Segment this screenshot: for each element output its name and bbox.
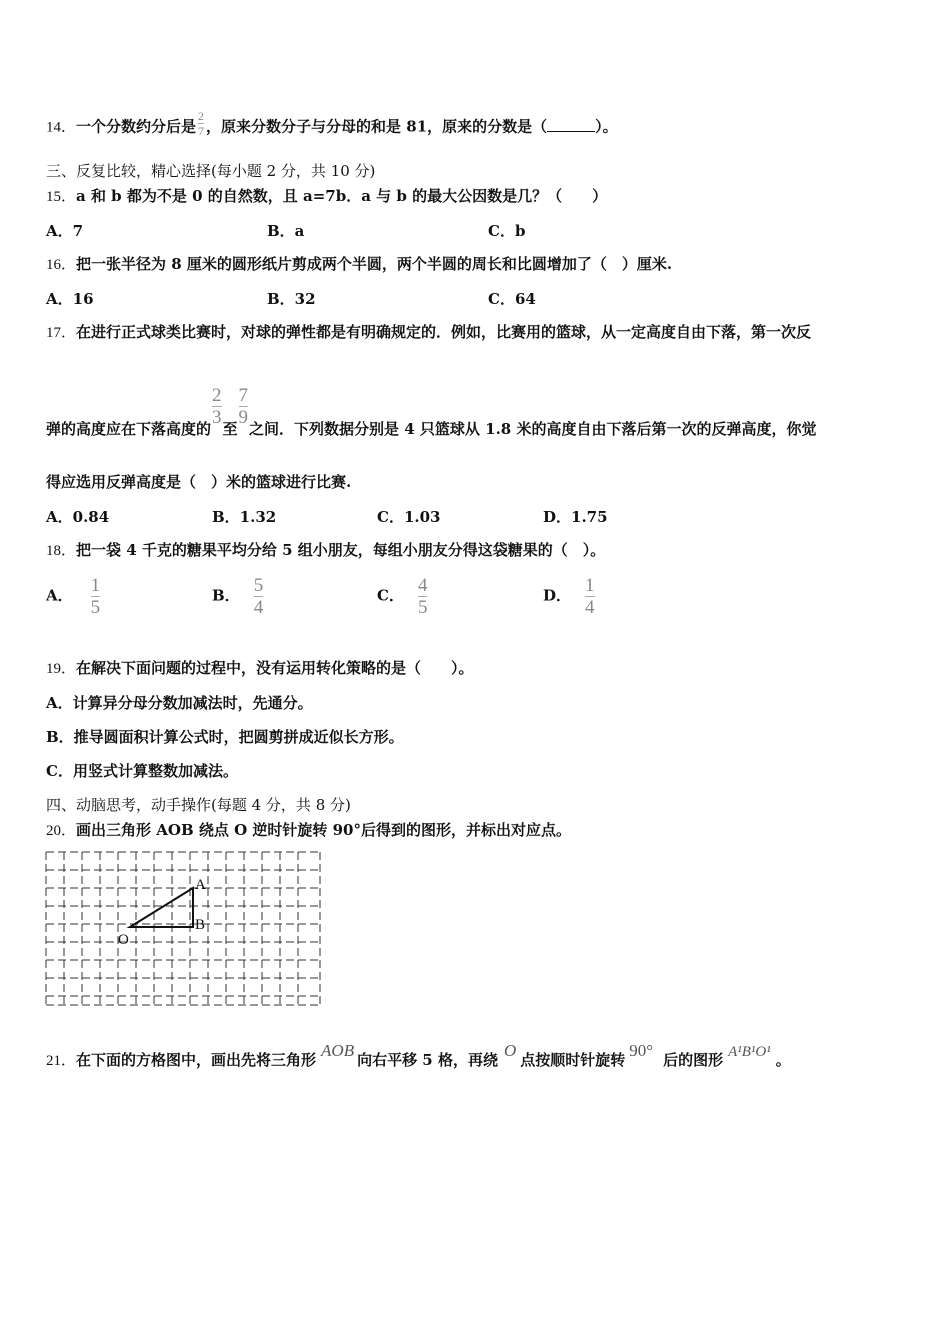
q19-option-b[interactable]: B．推导圆面积计算公式时，把圆剪拼成近似长方形。 bbox=[46, 728, 404, 746]
frac-den: 5 bbox=[417, 597, 428, 618]
q16-text: 把一张半径为 8 厘米的圆形纸片剪成两个半圆，两个半圆的周长和比圆增加了（ ）厘米. bbox=[76, 255, 673, 273]
q17-option-d[interactable]: D．1.75 bbox=[543, 508, 608, 526]
q14-text-a: 一个分数约分后是 bbox=[76, 117, 197, 136]
q14-frac-num: 2 bbox=[198, 109, 205, 123]
q14-frac-den: 7 bbox=[198, 124, 205, 138]
q18-option-b-fraction bbox=[254, 576, 264, 617]
q20-text: 画出三角形 AOB 绕点 O 逆时针旋转 90°后得到的图形，并标出对应点。 bbox=[76, 821, 571, 839]
q15-option-b[interactable]: B．a bbox=[267, 222, 305, 240]
q15-option-a[interactable]: A．7 bbox=[46, 222, 84, 240]
q21-text-d: 后的图形 bbox=[663, 1051, 724, 1069]
q16-option-b[interactable]: B．32 bbox=[267, 290, 316, 308]
section-3-title: 三、反复比较，精心选择(每小题 2 分，共 10 分) bbox=[46, 162, 376, 180]
q17-number: 17． bbox=[46, 325, 77, 341]
q21-math-a1b1o1: A¹B¹O¹ bbox=[728, 1044, 771, 1060]
frac-den: 4 bbox=[253, 597, 264, 618]
q18-option-d[interactable] bbox=[543, 576, 595, 617]
point-b-label: B bbox=[195, 917, 206, 933]
q18-option-c-fraction bbox=[418, 576, 428, 617]
q16-option-c[interactable]: C．64 bbox=[488, 290, 536, 308]
triangle-aob bbox=[130, 888, 193, 927]
q18-option-b[interactable] bbox=[212, 576, 263, 617]
q15-number: 15． bbox=[46, 189, 77, 205]
q17-f2-den: 9 bbox=[238, 407, 249, 428]
point-a-label: A bbox=[195, 877, 206, 893]
q18-option-c[interactable] bbox=[377, 576, 427, 617]
frac-num: 1 bbox=[90, 575, 101, 596]
frac-num: 4 bbox=[417, 575, 428, 596]
q20-line bbox=[46, 820, 571, 841]
q18-option-d-fraction bbox=[585, 576, 595, 617]
q18-text: 把一袋 4 千克的糖果平均分给 5 组小朋友，每组小朋友分得这袋糖果的（ ）。 bbox=[76, 541, 606, 559]
q21-text-a: 在下面的方格图中，画出先将三角形 bbox=[76, 1051, 317, 1069]
q17-f1-num: 2 bbox=[212, 385, 222, 406]
q21-text-e: 。 bbox=[775, 1051, 791, 1069]
q17-text-2c: 之间．下列数据分别是 4 只篮球从 1.8 米的高度自由下落后第一次的反弹高度，你觉 bbox=[249, 419, 817, 438]
q19-number: 19． bbox=[46, 661, 77, 677]
q17-fraction-1 bbox=[212, 386, 222, 427]
q14-line bbox=[46, 109, 618, 141]
q15-line bbox=[46, 186, 607, 207]
q17-option-b[interactable]: B．1.32 bbox=[212, 508, 277, 526]
frac-num: 1 bbox=[585, 575, 595, 596]
frac-den: 4 bbox=[585, 597, 595, 618]
q19-option-c[interactable]: C．用竖式计算整数加减法。 bbox=[46, 762, 238, 780]
frac-den: 5 bbox=[90, 597, 101, 618]
q17-line-3: 得应选用反弹高度是（ ）米的篮球进行比赛. bbox=[46, 473, 352, 491]
q21-math-90deg: 90° bbox=[629, 1041, 654, 1060]
q20-number: 20． bbox=[46, 823, 77, 839]
q15-text: a 和 b 都为不是 0 的自然数，且 a=7b．a 与 b 的最大公因数是几？（ ） bbox=[76, 187, 608, 205]
q17-f2-num: 7 bbox=[238, 385, 249, 406]
q17-text-2b: 至 bbox=[222, 419, 238, 438]
q16-line bbox=[46, 254, 672, 275]
q17-option-a[interactable]: A．0.84 bbox=[46, 508, 110, 526]
q17-f1-den: 3 bbox=[212, 407, 222, 428]
q19-line bbox=[46, 658, 474, 679]
q18-line bbox=[46, 540, 605, 561]
q16-option-a[interactable]: A．16 bbox=[46, 290, 94, 308]
q16-number: 16． bbox=[46, 257, 77, 273]
q17-text-2a: 弹的高度应在下落高度的 bbox=[46, 419, 212, 438]
q14-number: 14． bbox=[46, 119, 77, 136]
q18-option-a-fraction bbox=[91, 576, 101, 617]
q15-option-c[interactable]: C．b bbox=[488, 222, 526, 240]
grid-lines bbox=[46, 852, 320, 1005]
q18-option-b-label: B． bbox=[212, 586, 240, 605]
q19-option-a[interactable]: A．计算异分母分数加减法时，先通分。 bbox=[46, 694, 313, 712]
q14-text-b: ，原来分数分子与分母的和是 81，原来的分数是（ bbox=[206, 117, 548, 136]
q20-grid-figure[interactable] bbox=[44, 850, 324, 1008]
q18-option-d-label: D． bbox=[543, 586, 572, 605]
q21-math-o: O bbox=[503, 1041, 517, 1060]
q14-answer-blank[interactable] bbox=[547, 117, 595, 132]
frac-num: 5 bbox=[253, 575, 264, 596]
q21-number: 21． bbox=[46, 1053, 77, 1069]
q19-text: 在解决下面问题的过程中，没有运用转化策略的是（ ）。 bbox=[76, 659, 474, 677]
q14-fraction bbox=[198, 110, 204, 137]
point-o-label: O bbox=[118, 932, 129, 948]
q18-number: 18． bbox=[46, 543, 77, 559]
q17-text-1: 在进行正式球类比赛时，对球的弹性都是有明确规定的．例如，比赛用的篮球，从一定高度自由下落，第一次反 bbox=[76, 323, 812, 341]
q17-line-2 bbox=[46, 385, 817, 438]
q18-option-a-label: A． bbox=[46, 586, 73, 605]
q21-text-b: 向右平移 5 格，再绕 bbox=[357, 1051, 498, 1069]
q21-text-c: 点按顺时针旋转 bbox=[520, 1051, 626, 1069]
q21-math-aob: AOB bbox=[321, 1041, 355, 1060]
q17-option-c[interactable]: C．1.03 bbox=[377, 508, 441, 526]
section-4-title: 四、动脑思考，动手操作(每题 4 分，共 8 分) bbox=[46, 796, 351, 814]
q17-fraction-2 bbox=[239, 386, 249, 427]
q18-option-a[interactable] bbox=[46, 576, 100, 617]
q14-text-c: ）。 bbox=[595, 117, 618, 136]
q18-option-c-label: C． bbox=[377, 586, 404, 605]
q21-line bbox=[46, 1041, 791, 1071]
q17-line-1 bbox=[46, 322, 811, 343]
